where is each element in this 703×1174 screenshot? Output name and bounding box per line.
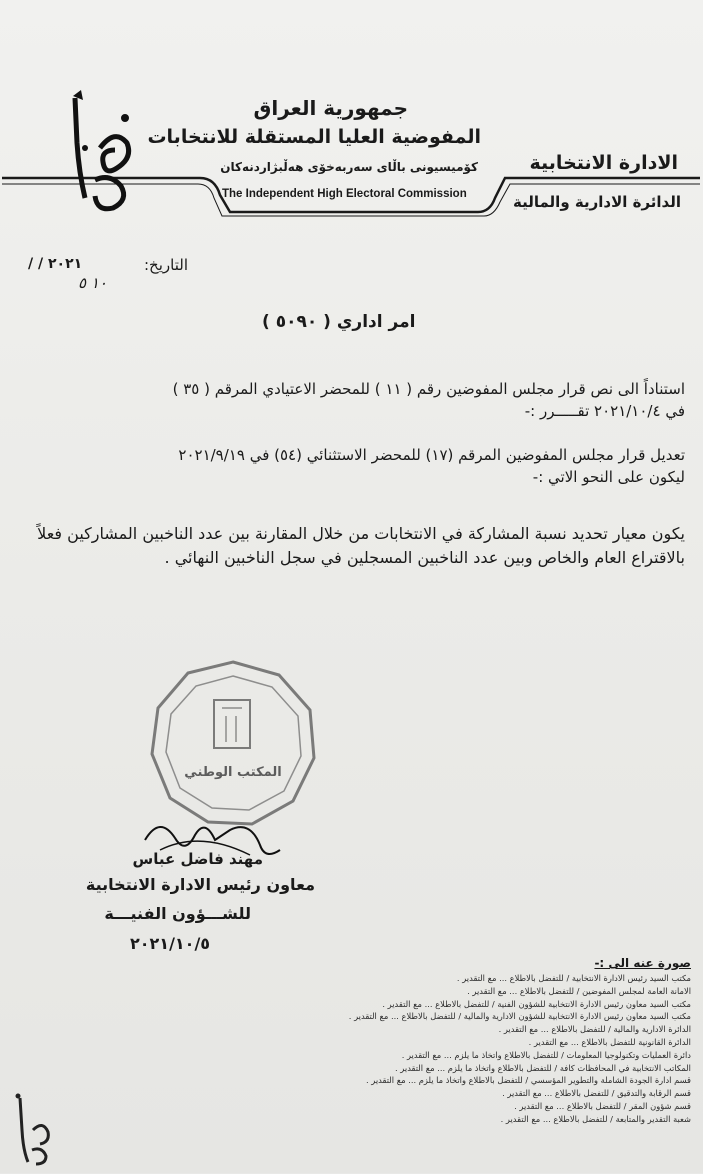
cc-item: قسم ادارة الجودة الشاملة والتطوير المؤسسي / للتفضل بالاطلاع واتخاذ ما يلزم ... مع التقدير . bbox=[366, 1075, 691, 1086]
cc-item: دائرة العمليات وتكنولوجيا المعلومات / للتفضل بالاطلاع واتخاذ ما يلزم ... مع التقدير . bbox=[401, 1049, 691, 1060]
paragraph-reference bbox=[173, 378, 685, 422]
signatory-name: مهند فاضل عباس bbox=[132, 850, 263, 868]
cc-item: مكتب السيد رئيس الادارة الانتخابية / للتفضل بالاطلاع ... مع التقدير . bbox=[456, 973, 691, 983]
paragraph-amendment bbox=[178, 444, 685, 488]
commission-name-ku: كۆمیسیونی باڵای سەربەخۆی هەڵبژاردنەکان bbox=[220, 160, 478, 174]
department-name: الادارة الانتخابية bbox=[529, 152, 678, 174]
signatory-title: معاون رئيس الادارة الانتخابية bbox=[85, 875, 315, 894]
cc-item: الدائرة القانونية للتفضل بالاطلاع ... مع التقدير . bbox=[528, 1036, 691, 1047]
paragraph-line: تعديل قرار مجلس المفوضين المرقم (١٧) للمحضر الاستثنائي (٥٤) في ٢٠٢١/٩/١٩ bbox=[178, 446, 685, 464]
commission-name-ar: المفوضية العليا المستقلة للانتخابات bbox=[147, 126, 481, 148]
paragraph-line: في ٢٠٢١/١٠/٤ تقـــــرر :- bbox=[524, 402, 685, 420]
cc-list bbox=[349, 972, 691, 1126]
date-value: / / ٢٠٢١ bbox=[28, 256, 83, 272]
cc-item: مكتب السيد معاون رئيس الادارة الانتخابية للشؤون الفنية / للتفضل بالاطلاع ... مع التقدير . bbox=[382, 998, 691, 1009]
commission-logo bbox=[55, 88, 145, 218]
cc-item: الامانة العامة لمجلس المفوضين / للتفضل بالاطلاع ... مع التقدير . bbox=[467, 985, 691, 996]
cc-title: صورة عنه الى :- bbox=[594, 956, 691, 970]
cc-item: مكتب السيد معاون رئيس الادارة الانتخابية للشؤون الادارية والمالية / للتفضل بالاطلاع ... مع التقدير . bbox=[348, 1011, 691, 1022]
paragraph-decision bbox=[37, 522, 685, 570]
seal-center-text: المكتب الوطني bbox=[184, 765, 282, 780]
commission-name-en: The Independent High Electoral Commission bbox=[222, 188, 467, 200]
cc-item: شعبة التقدير والمتابعة / للتفضل بالاطلاع ... مع التقدير . bbox=[500, 1113, 691, 1124]
cc-item: قسم شؤون المقر / للتفضل بالاطلاع ... مع التقدير . bbox=[514, 1100, 691, 1111]
signatory-department: للشـــؤون الفنيـــة bbox=[104, 904, 251, 923]
order-title: امر اداري ( ٥٠٩٠ ) bbox=[262, 312, 416, 332]
paragraph-line: استناداً الى نص قرار مجلس المفوضين رقم ( ١١ ) للمحضر الاعتيادي المرقم ( ٣٥ ) bbox=[172, 380, 685, 398]
paragraph-line: ليكون على النحو الاتي :- bbox=[532, 468, 685, 486]
sub-department-name: الدائرة الادارية والمالية bbox=[513, 193, 681, 211]
corner-initial-mark bbox=[8, 1090, 58, 1170]
official-seal bbox=[148, 658, 318, 828]
paragraph-line: بالاقتراع العام والخاص وبين عدد الناخبين المسجلين في سجل الناخبين النهائي . bbox=[164, 548, 685, 567]
paragraph-line: يكون معيار تحديد نسبة المشاركة في الانتخابات من خلال المقارنة بين عدد الناخبين المشاركين فعلاً bbox=[37, 524, 685, 543]
date-handwritten: ١٠ ٥ bbox=[78, 274, 107, 292]
country-name: جمهورية العراق bbox=[253, 96, 408, 120]
date-label: التاريخ: bbox=[144, 256, 188, 274]
cc-item: قسم الرقابة والتدقيق / للتفضل بالاطلاع ... مع التقدير . bbox=[502, 1088, 691, 1099]
signatory-date: ٢٠٢١/١٠/٥ bbox=[130, 934, 211, 953]
cc-item: المكاتب الانتخابية في المحافظات كافة / للتفضل بالاطلاع واتخاذ ما يلزم ... مع التقدير . bbox=[395, 1062, 691, 1073]
cc-item: الدائرة الادارية والمالية / للتفضل بالاطلاع ... مع التقدير . bbox=[498, 1024, 691, 1035]
